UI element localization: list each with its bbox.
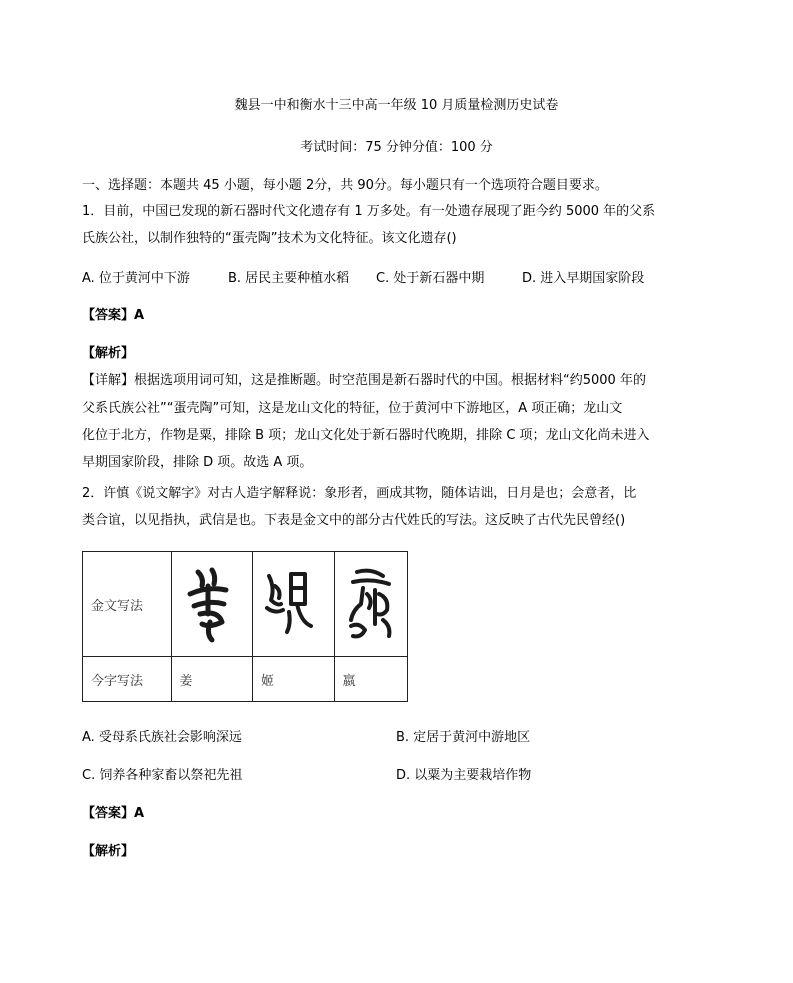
section-heading: 一、选择题：本题共 45 小题，每小题 2分，共 90分。每小题只有一个选项符合题目要求。 (82, 178, 608, 193)
bronze-script-table (82, 551, 408, 702)
q2-option-d: D. 以粟为主要栽培作物 (396, 768, 532, 783)
bronze-glyph-jiang-icon (171, 552, 253, 657)
modern-char-jiang: 姜 (171, 657, 253, 702)
q1-analysis-label: 【解析】 (82, 346, 135, 361)
bronze-glyph-ying-icon (334, 552, 407, 657)
q2-option-a: A. 受母系氏族社会影响深远 (82, 730, 242, 745)
q1-option-a: A. 位于黄河中下游 (82, 271, 190, 286)
q2-option-c: C. 饲养各种家畜以祭祀先祖 (82, 768, 243, 783)
q1-answer: 【答案】A (82, 308, 145, 323)
q1-detail-line1: 【详解】根据选项用词可知，这是推断题。时空范围是新石器时代的中国。根据材料“约5000 年的 (82, 373, 646, 388)
q2-answer: 【答案】A (82, 806, 145, 821)
q1-stem-line1: 1．目前，中国已发现的新石器时代文化遗存有 1 万多处。有一处遗存展现了距今约 5000 年的父系 (82, 204, 656, 219)
q2-analysis-label: 【解析】 (82, 844, 135, 859)
q2-stem-line2: 类合谊，以见指执，武信是也。下表是金文中的部分古代姓氏的写法。这反映了古代先民曾经() (82, 513, 626, 528)
q1-option-c: C. 处于新石器中期 (376, 271, 485, 286)
q1-stem-line2: 氏族公社，以制作独特的“蛋壳陶”技术为文化特征。该文化遗存() (82, 231, 457, 246)
table-row-label-bronze: 金文写法 (83, 552, 172, 657)
modern-char-ji: 姬 (253, 657, 335, 702)
table-row-label-modern: 今字写法 (83, 657, 172, 702)
modern-char-ying: 嬴 (334, 657, 407, 702)
q2-stem-line1: 2．许慎《说文解字》对古人造字解释说：象形者，画成其物，随体诘诎，日月是也；会意者，比 (82, 486, 637, 501)
q1-detail-line2: 父系氏族公社”“蛋壳陶”可知，这是龙山文化的特征，位于黄河中下游地区，A 项正确；龙山文 (82, 401, 623, 416)
q1-option-d: D. 进入早期国家阶段 (522, 271, 645, 286)
exam-info: 考试时间：75 分钟分值：100 分 (300, 140, 493, 155)
page-title: 魏县一中和衡水十三中高一年级 10 月质量检测历史试卷 (234, 98, 559, 113)
q2-option-b: B. 定居于黄河中游地区 (396, 730, 531, 745)
q1-detail-line4: 早期国家阶段，排除 D 项。故选 A 项。 (82, 455, 313, 470)
q1-option-b: B. 居民主要种植水稻 (228, 271, 350, 286)
q1-detail-line3: 化位于北方，作物是粟，排除 B 项；龙山文化处于新石器时代晚期，排除 C 项；龙山文化尚未进入 (82, 428, 650, 443)
bronze-glyph-ji-icon (253, 552, 335, 657)
